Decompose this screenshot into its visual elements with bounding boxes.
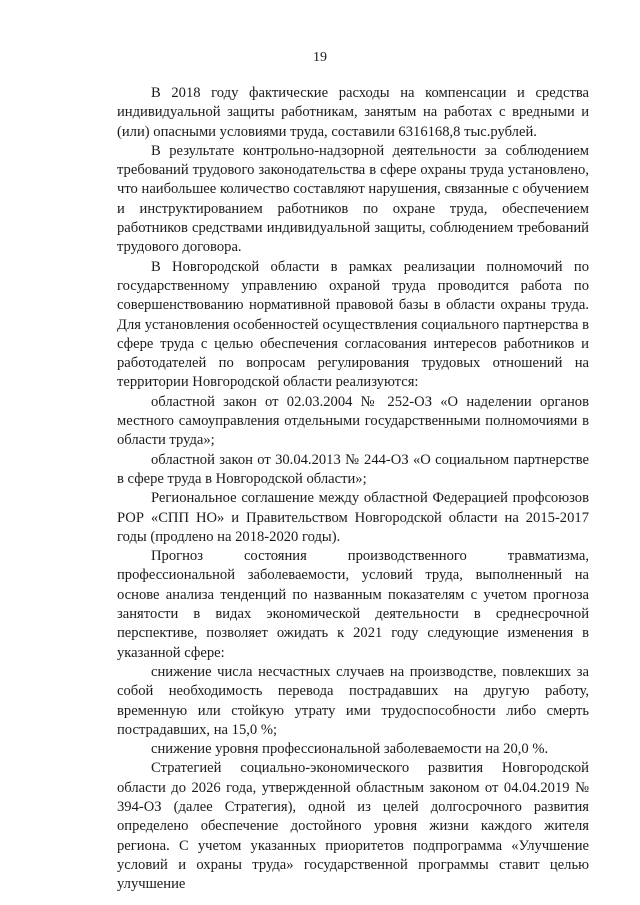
paragraph-forecast: Прогноз состояния производственного травматизма, профессиональной заболеваемости, условий труда, выполненный на основе анализа тенденций по названным показателям с учетом прогноза занятости в видах экономической деятельности в среднесрочной перспективе, позволяет ожидать к 2021 году следующие изменения в указанной сфере: xyxy=(117,548,589,661)
paragraph-disease-reduction: снижение уровня профессиональной заболеваемости на 20,0 %. xyxy=(151,741,549,758)
document-body xyxy=(117,84,589,894)
paragraph-law-244: областной закон от 30.04.2013 № 244-ОЗ «О социальном партнерстве в сфере труда в Новгородской области»; xyxy=(117,451,589,487)
paragraph-inspections: В результате контрольно-надзорной деятельности за соблюдением требований трудового законодательства в сфере охраны труда установлено, что наибольшее количество составляют нарушения, связанные с обучением и инструктированием работников по охране труда, обеспечением работников средствами индивидуальной защиты, соблюдением требований трудового договора. xyxy=(117,142,589,256)
paragraph-strategy: Стратегией социально-экономического развития Новгородской области до 2026 года, утвержденной областным законом от 04.04.2019 № 394-ОЗ (далее Стратегия), одной из целей долгосрочного развития определено обеспечение достойного уровня жизни каждого жителя региона. С учетом указанных приоритетов подпрограмма «Улучшение условий и охраны труда» государственной программы ставит целью улучшение xyxy=(117,760,589,893)
page-number: 19 xyxy=(313,50,327,65)
paragraph-accidents-reduction: снижение числа несчастных случаев на производстве, повлекших за собой необходимость перевода пострадавших на другую работу, временную или стойкую утрату ими трудоспособности либо смерть пострадавших, на 15,0 %; xyxy=(117,663,589,738)
paragraph-regional-agreement: Региональное соглашение между областной Федерацией профсоюзов РОР «СПП НО» и Правительством Новгородской области на 2015-2017 годы (продлено на 2018-2020 годы). xyxy=(117,490,589,545)
paragraph-expenses: В 2018 году фактические расходы на компенсации и средства индивидуальной защиты работникам, занятым на работах с вредными и (или) опасными условиями труда, составили 6316168,8 тыс.рублей. xyxy=(117,85,589,140)
paragraph-regional-powers: В Новгородской области в рамках реализации полномочий по государственному управлению охраной труда проводится работа по совершенствованию нормативной правовой базы в области охраны труда. Для установления особенностей осуществления социального партнерства в сфере труда с целью обеспечения согласования интересов работников и работодателей по вопросам регулирования трудовых отношений на территории Новгородской области реализуются: xyxy=(117,258,589,391)
paragraph-law-252: областной закон от 02.03.2004 № 252-ОЗ «О наделении органов местного самоуправления отдельными государственными полномочиями в области труда»; xyxy=(117,393,589,449)
